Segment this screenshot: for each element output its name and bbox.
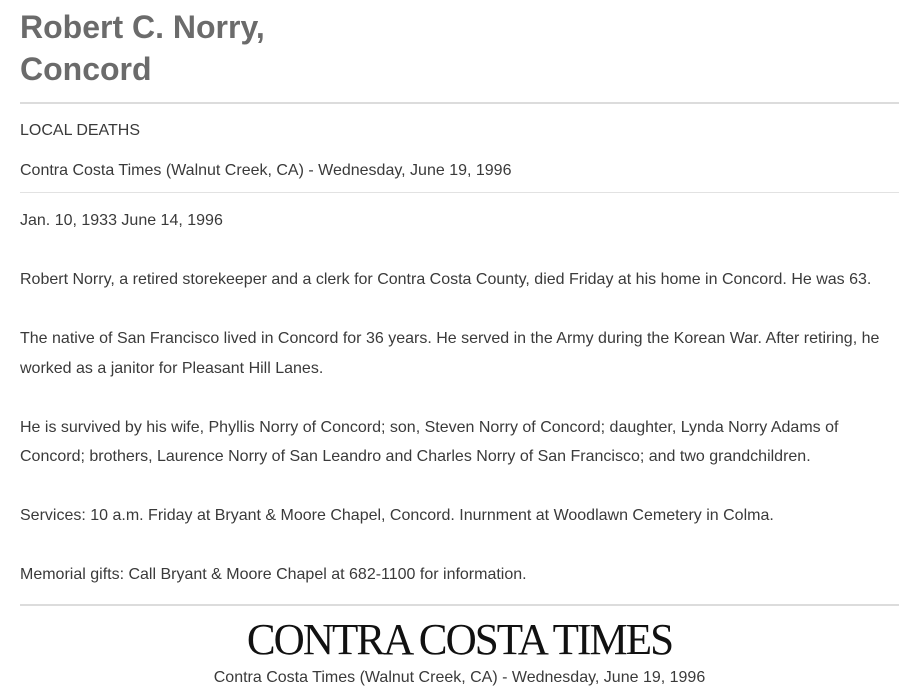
section-label: LOCAL DEATHS <box>20 122 141 139</box>
article-container <box>20 0 899 688</box>
source-line: Contra Costa Times (Walnut Creek, CA) - Wednesday, June 19, 1996 <box>20 162 512 179</box>
title-line-1: Robert C. Norry, <box>20 9 265 45</box>
paragraph-1: Robert Norry, a retired storekeeper and a clerk for Contra Costa County, died Friday at his home in Concord. He was 63. <box>20 271 872 288</box>
newspaper-masthead-logo: CONTRA COSTA TIMES <box>246 614 673 664</box>
article-title <box>20 0 899 90</box>
paragraph-2: The native of San Francisco lived in Concord for 36 years. He served in the Army during the Korean War. After retiring, he worked as a janitor for Pleasant Hill Lanes. <box>20 330 880 377</box>
footer-source-line: Contra Costa Times (Walnut Creek, CA) - Wednesday, June 19, 1996 <box>213 668 706 686</box>
paragraph-4: Services: 10 a.m. Friday at Bryant & Moore Chapel, Concord. Inurnment at Woodlawn Cemetery in Colma. <box>20 507 774 524</box>
paragraph-3: He is survived by his wife, Phyllis Norry of Concord; son, Steven Norry of Concord; daughter, Lynda Norry Adams of Concord; brothers, Laurence Norry of San Leandro and Charles Norry of San Francisco; and two grandchildren. <box>20 418 839 465</box>
footer-divider <box>20 604 899 606</box>
title-divider <box>20 102 899 104</box>
source-divider <box>20 192 899 193</box>
title-line-2: Concord <box>20 51 152 87</box>
paragraph-5: Memorial gifts: Call Bryant & Moore Chapel at 682-1100 for information. <box>20 566 527 583</box>
life-dates: Jan. 10, 1933 June 14, 1996 <box>20 212 223 229</box>
article-body <box>20 206 899 590</box>
